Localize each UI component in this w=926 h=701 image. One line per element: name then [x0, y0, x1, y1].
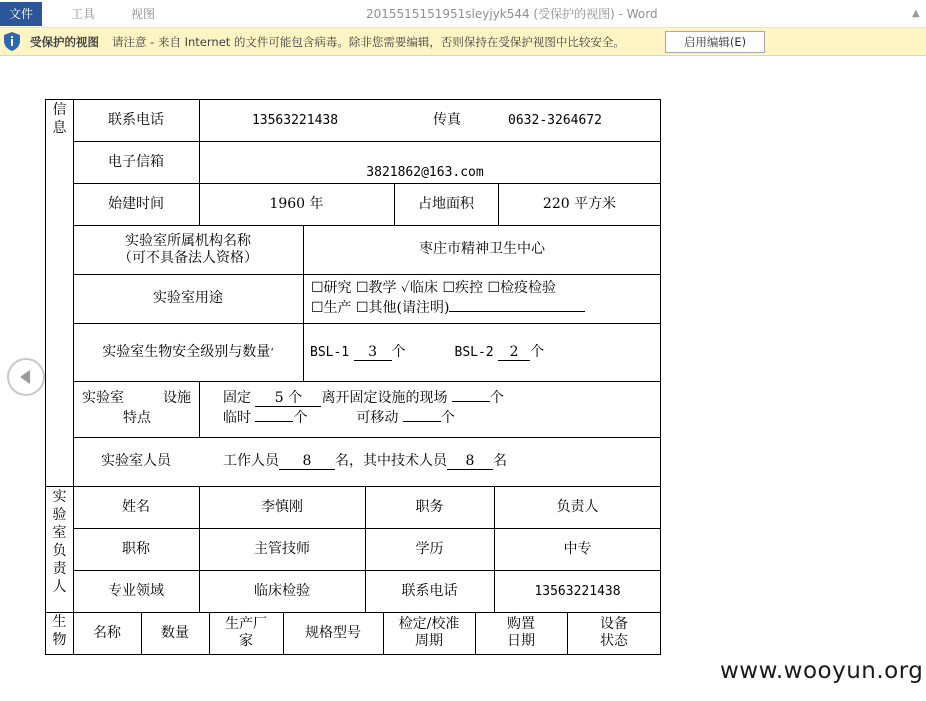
- bsl2-value: 2: [498, 345, 530, 361]
- purpose-label: 实验室用途: [153, 290, 223, 306]
- section-info-label: 信息: [52, 102, 67, 136]
- leader-phone-value: 13563221438: [534, 583, 621, 599]
- leader-phone-label: 联系电话: [401, 582, 458, 599]
- organization-label-line2: （可不具备法人资格）: [118, 249, 258, 266]
- biosafety-counts: [310, 344, 544, 361]
- title-value: 主管技师: [254, 540, 310, 557]
- staff-label: 实验室人员: [101, 453, 171, 469]
- tab-tools[interactable]: 工具: [71, 7, 96, 21]
- staff-prefix: 工作人员: [223, 453, 279, 469]
- fixed-label: 固定: [223, 390, 251, 406]
- phone-label: 联系电话: [108, 111, 164, 128]
- tab-view[interactable]: 视图: [131, 7, 156, 21]
- bio-header-calibration: 检定/校准 周期: [398, 616, 460, 649]
- temp-blank: [255, 421, 293, 422]
- bsl1-unit: 个: [391, 344, 406, 360]
- field-blank: [452, 401, 490, 402]
- fax-value: 0632-3264672: [508, 112, 602, 128]
- organization-label-line1: 实验室所属机构名称: [125, 232, 251, 249]
- mobile-label: 可移动: [356, 410, 399, 426]
- fax-label: 传真: [433, 111, 461, 128]
- organization-value: 枣庄市精神卫生中心: [419, 241, 545, 257]
- staff-line: [223, 453, 507, 470]
- bsl2-label: BSL-2: [454, 345, 494, 360]
- purpose-other-blank: [449, 311, 585, 312]
- name-label: 姓名: [122, 498, 150, 515]
- ribbon-collapse-icon[interactable]: ▲: [912, 8, 920, 19]
- bio-header-quantity: 数量: [161, 624, 189, 641]
- field-unit: 个: [489, 390, 504, 406]
- post-value: 负责人: [556, 498, 599, 515]
- biosafety-mark: ‘: [270, 345, 274, 359]
- field-label: 离开固定设施的现场: [321, 390, 448, 406]
- document-table: [45, 99, 661, 655]
- facility-label-a: 实验室: [82, 390, 124, 406]
- bio-header-name: 名称: [93, 624, 121, 641]
- education-value: 中专: [563, 540, 592, 557]
- biosafety-label-text: 实验室生物安全级别与数量: [102, 343, 271, 360]
- facility-line2: [223, 410, 455, 427]
- shield-icon: [3, 31, 21, 52]
- title-bar: [0, 0, 926, 28]
- staff-count: 8: [279, 454, 335, 470]
- title-label: 职称: [122, 540, 150, 557]
- staff-mid: 名，其中技术人员: [335, 453, 447, 469]
- tab-file[interactable]: 文件: [0, 2, 42, 26]
- bio-header-purchase-date: 购置 日期: [507, 616, 535, 649]
- email-value: 3821862@163.com: [366, 164, 484, 180]
- bio-header-manufacturer: 生产厂 家: [225, 616, 267, 649]
- bsl1-label: BSL-1: [310, 345, 350, 360]
- mobile-blank: [403, 421, 441, 422]
- left-arrow-icon: [20, 370, 30, 384]
- founded-label: 始建时间: [108, 195, 164, 212]
- purpose-options-line1: ☐研究 ☐教学 ✓临床 ☐疾控 ☐检疫检验: [311, 280, 557, 296]
- post-label: 职务: [415, 498, 444, 515]
- specialty-label: 专业领域: [108, 582, 164, 599]
- purpose-options-line2: [311, 300, 585, 317]
- organization-label: [73, 225, 303, 274]
- specialty-value: 临床检验: [254, 582, 310, 599]
- previous-page-button[interactable]: [7, 358, 45, 396]
- bsl1-value: 3: [354, 345, 392, 361]
- bio-header-model: 规格型号: [305, 624, 361, 641]
- document-title: 2015515151951sleyjyk544 (受保护的视图) - Word: [366, 7, 658, 21]
- founded-value: 1960 年: [269, 195, 324, 212]
- protected-view-title: 受保护的视图: [30, 35, 99, 49]
- facility-label-b: 设施: [163, 390, 191, 406]
- fixed-value: 5 个: [255, 391, 321, 407]
- bsl2-unit: 个: [530, 344, 545, 360]
- enable-editing-button[interactable]: 启用编辑(E): [665, 31, 765, 53]
- watermark-text: www.wooyun.org: [720, 658, 924, 684]
- education-label: 学历: [415, 540, 444, 557]
- facility-line1: [223, 390, 504, 407]
- staff-suffix: 名: [493, 453, 507, 469]
- facility-label-c: 特点: [123, 410, 151, 426]
- section-leader-label: 实验室负责人: [52, 489, 67, 595]
- email-label: 电子信箱: [108, 153, 164, 170]
- section-bio-label: 生物: [52, 614, 67, 648]
- phone-value: 13563221438: [251, 112, 339, 128]
- bio-header-status: 设备 状态: [600, 616, 628, 649]
- tech-count: 8: [447, 454, 493, 470]
- temp-label: 临时: [223, 410, 251, 426]
- mobile-unit: 个: [440, 410, 455, 426]
- protected-view-bar: [0, 28, 926, 56]
- area-label: 占地面积: [418, 195, 474, 212]
- name-value: 李慎刚: [261, 498, 303, 515]
- purpose-options-line2-text: ☐生产 ☐其他(请注明): [311, 300, 450, 316]
- protected-view-message: 请注意 - 来自 Internet 的文件可能包含病毒。除非您需要编辑，否则保持在受保护视图中比较安全。: [112, 35, 625, 49]
- biosafety-label: [73, 323, 303, 381]
- area-value: 220 平方米: [542, 195, 617, 212]
- temp-unit: 个: [293, 410, 308, 426]
